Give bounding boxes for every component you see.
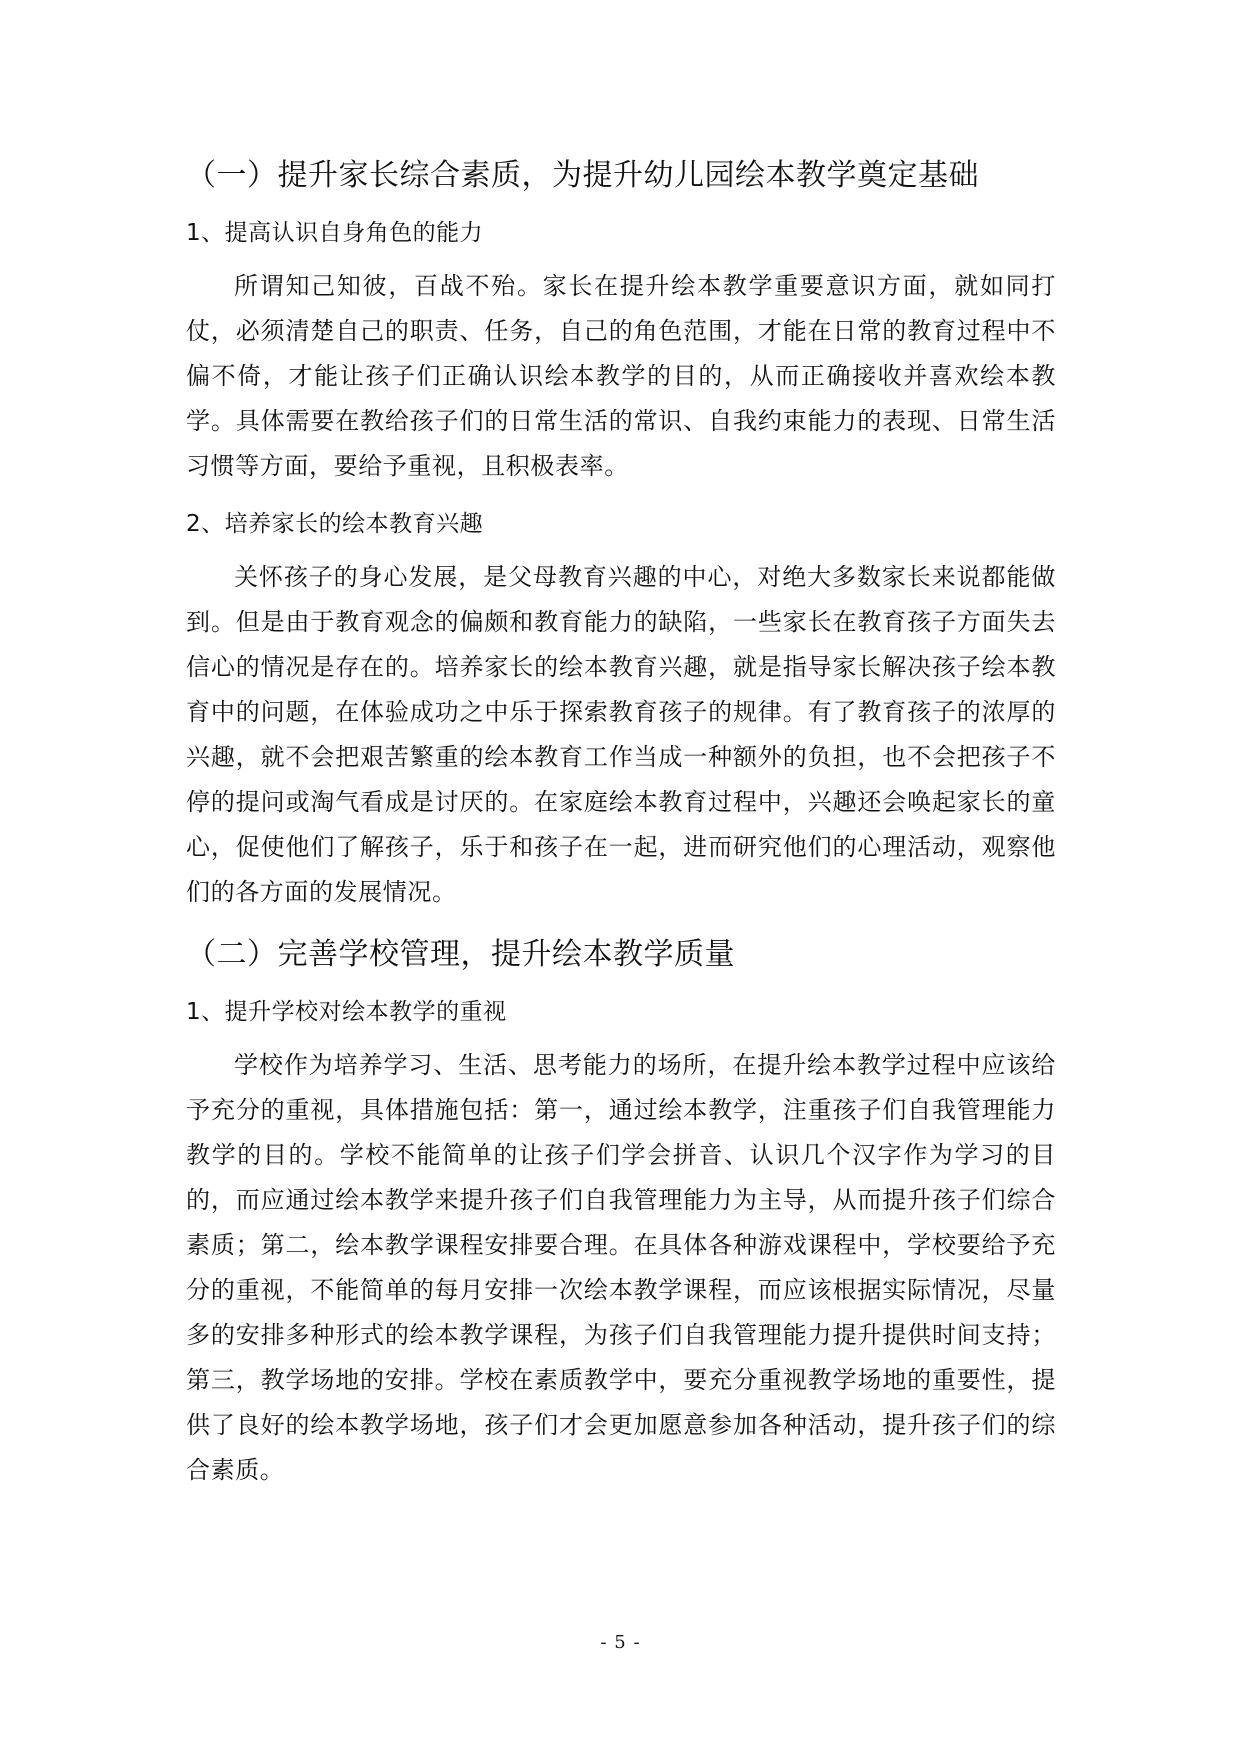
section-heading-2: （二）完善学校管理，提升绘本教学质量 bbox=[186, 937, 735, 972]
subsection-heading-1-2: 2、培养家长的绘本教育兴趣 bbox=[186, 511, 484, 537]
paragraph-1-1: 所谓知己知彼，百战不殆。家长在提升绘本教学重要意识方面，就如同打仗，必须清楚自己的职责、任务，自己的角色范围，才能在日常的教育过程中不偏不倚，才能让孩子们正确认识绘本教学的目的，从而正确接收并喜欢绘本教学。具体需要在教给孩子们的日常生活的常识、自我约束能力的表现、日常生活习惯等方面，要给予重视，且积极表率。 bbox=[186, 272, 1056, 480]
section-heading-1: （一）提升家长综合素质，为提升幼儿园绘本教学奠定基础 bbox=[186, 158, 979, 193]
paragraph-2-1: 学校作为培养学习、生活、思考能力的场所，在提升绘本教学过程中应该给予充分的重视，具体措施包括：第一，通过绘本教学，注重孩子们自我管理能力教学的目的。学校不能简单的让孩子们学会拼音、认识几个汉字作为学习的目的，而应通过绘本教学来提升孩子们自我管理能力为主导，从而提升孩子们综合素质；第二，绘本教学课程安排要合理。在具体各种游戏课程中，学校要给予充分的重视，不能简单的每月安排一次绘本教学课程，而应该根据实际情况，尽量多的安排多种形式的绘本教学课程，为孩子们自我管理能力提升提供时间支持；第三，教学场地的安排。学校在素质教学中，要充分重视教学场地的重要性，提供了良好的绘本教学场地，孩子们才会更加愿意参加各种活动，提升孩子们的综合素质。 bbox=[186, 1051, 1056, 1484]
subsection-heading-1-1: 1、提高认识自身角色的能力 bbox=[186, 220, 484, 246]
page-content bbox=[186, 154, 1056, 1511]
paragraph-1-2: 关怀孩子的身心发展，是父母教育兴趣的中心，对绝大多数家长来说都能做到。但是由于教育观念的偏颇和教育能力的缺陷，一些家长在教育孩子方面失去信心的情况是存在的。培养家长的绘本教育兴趣，就是指导家长解决孩子绘本教育中的问题，在体验成功之中乐于探索教育孩子的规律。有了教育孩子的浓厚的兴趣，就不会把艰苦繁重的绘本教育工作当成一种额外的负担，也不会把孩子不停的提问或淘气看成是讨厌的。在家庭绘本教育过程中，兴趣还会唤起家长的童心，促使他们了解孩子，乐于和孩子在一起，进而研究他们的心理活动，观察他们的各方面的发展情况。 bbox=[186, 563, 1056, 906]
subsection-heading-2-1: 1、提升学校对绘本教学的重视 bbox=[186, 999, 507, 1025]
page-number: - 5 - bbox=[600, 1632, 641, 1653]
